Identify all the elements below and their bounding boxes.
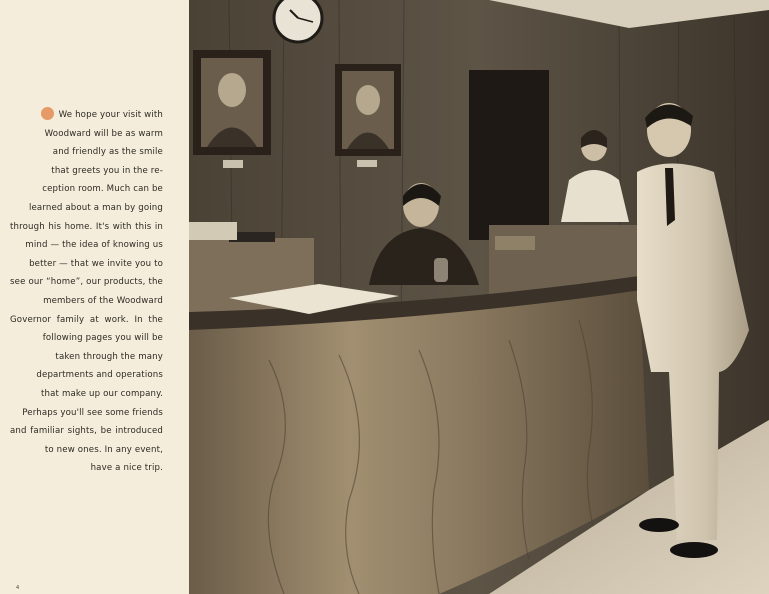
intro-line-7: through his home. It's with this in (10, 221, 163, 232)
doorway (469, 70, 549, 240)
page-number: 4 (16, 585, 20, 591)
orange-bullet-icon (41, 107, 54, 120)
intro-line-8: mind — the idea of knowing us (25, 240, 163, 251)
intro-line-16: that make up our company. (41, 388, 163, 399)
intro-line-6: learned about a man by going (28, 202, 163, 213)
intro-line-3: and friendly as the smile (52, 147, 163, 158)
intro-line-5: ception room. Much can be (42, 184, 163, 195)
portrait-left (193, 50, 271, 155)
intro-text-column (10, 106, 163, 478)
intro-line-18: and familiar sights, be introduced (10, 426, 163, 437)
intro-line-1: We hope your visit with (10, 106, 163, 125)
intro-line-20: have a nice trip. (90, 463, 163, 474)
intro-line-15: departments and operations (36, 370, 163, 381)
intro-line-11: members of the Woodward (43, 295, 163, 306)
reception-photo-illustration (189, 0, 769, 594)
intro-line-19: to new ones. In any event, (44, 444, 163, 455)
intro-line-4: that greets you in the re- (51, 165, 163, 176)
intro-line-13: following pages you will be (42, 333, 163, 344)
intro-line-10: see our “home”, our products, the (10, 277, 163, 288)
intro-line-12: Governor family at work. In the (10, 314, 163, 325)
intro-line-17: Perhaps you'll see some friends (22, 407, 163, 418)
portrait-right (335, 64, 401, 156)
intro-line-2: Woodward will be as warm (44, 128, 163, 139)
portrait-right-plaque (357, 160, 377, 167)
reception-room-photo (189, 0, 769, 594)
intro-line-9: better — that we invite you to (29, 258, 163, 269)
intro-line-14: taken through the many (55, 351, 163, 362)
flower-box (189, 222, 237, 240)
portrait-left-plaque (223, 160, 243, 168)
wall-clock-icon (274, 0, 322, 42)
microphone-icon (434, 258, 448, 282)
